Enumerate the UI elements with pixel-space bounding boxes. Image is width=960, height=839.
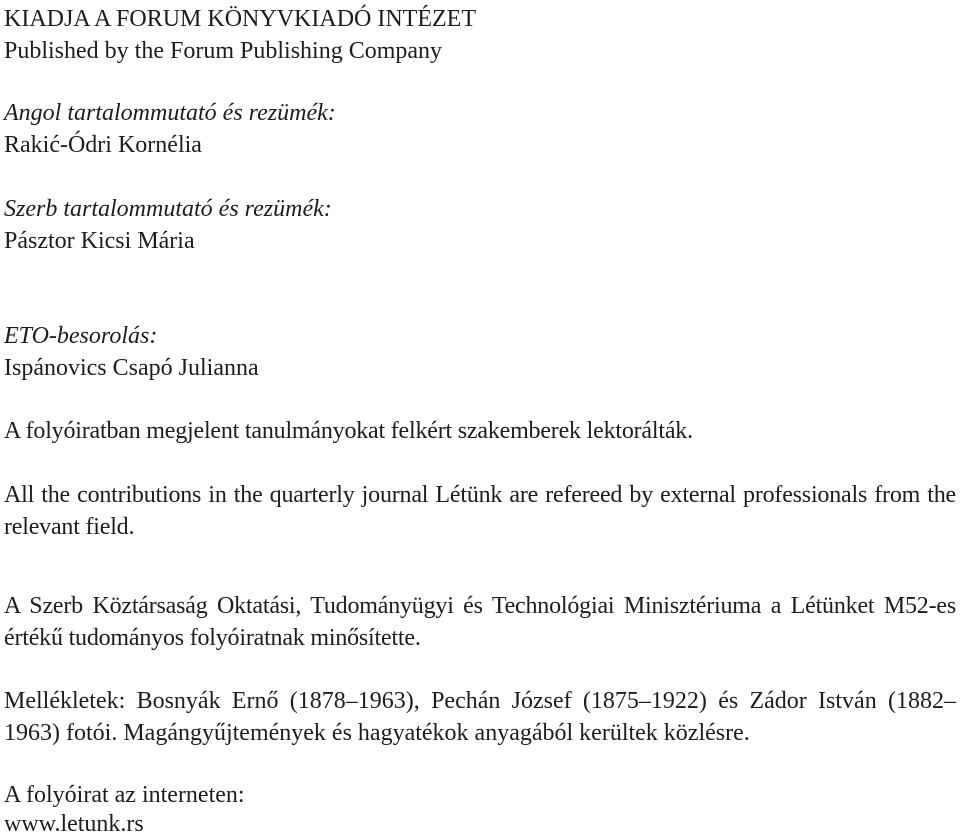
serbian-contents-name: Pásztor Kicsi Mária [4, 228, 195, 254]
serbian-contents-label: Szerb tartalommutató és rezümék: [4, 196, 332, 222]
publisher-line-en: Published by the Forum Publishing Company [4, 38, 443, 64]
eto-label: ETO-besorolás: [4, 323, 158, 349]
ministry-paragraph: A Szerb Köztársaság Oktatási, Tudományügyi és Technológiai Minisztériuma a Létünket M52-es értékű tudományos folyóiratnak minősítette. [4, 593, 956, 651]
english-contents-label: Angol tartalommutató és rezümék: [4, 100, 336, 126]
publisher-line-hu: KIADJA A FORUM KÖNYVKIADÓ INTÉZET [4, 6, 476, 32]
english-contents-name: Rakić-Ódri Kornélia [4, 132, 202, 158]
reviewed-en-paragraph: All the contributions in the quarterly journal Létünk are refereed by external professionals from the relevant field. [4, 482, 956, 540]
website-url: www.letunk.rs [4, 811, 144, 837]
eto-name: Ispánovics Csapó Julianna [4, 355, 259, 381]
appendix-paragraph: Mellékletek: Bosnyák Ernő (1878–1963), Pechán József (1875–1922) és Zádor István (1882–1963) fotói. Magángyűjtemények és hagyatékok anyagából kerültek közlésre. [4, 688, 956, 746]
reviewed-hu-paragraph: A folyóiratban megjelent tanulmányokat felkért szakemberek lektorálták. [4, 418, 693, 444]
online-label: A folyóirat az interneten: [4, 782, 245, 808]
